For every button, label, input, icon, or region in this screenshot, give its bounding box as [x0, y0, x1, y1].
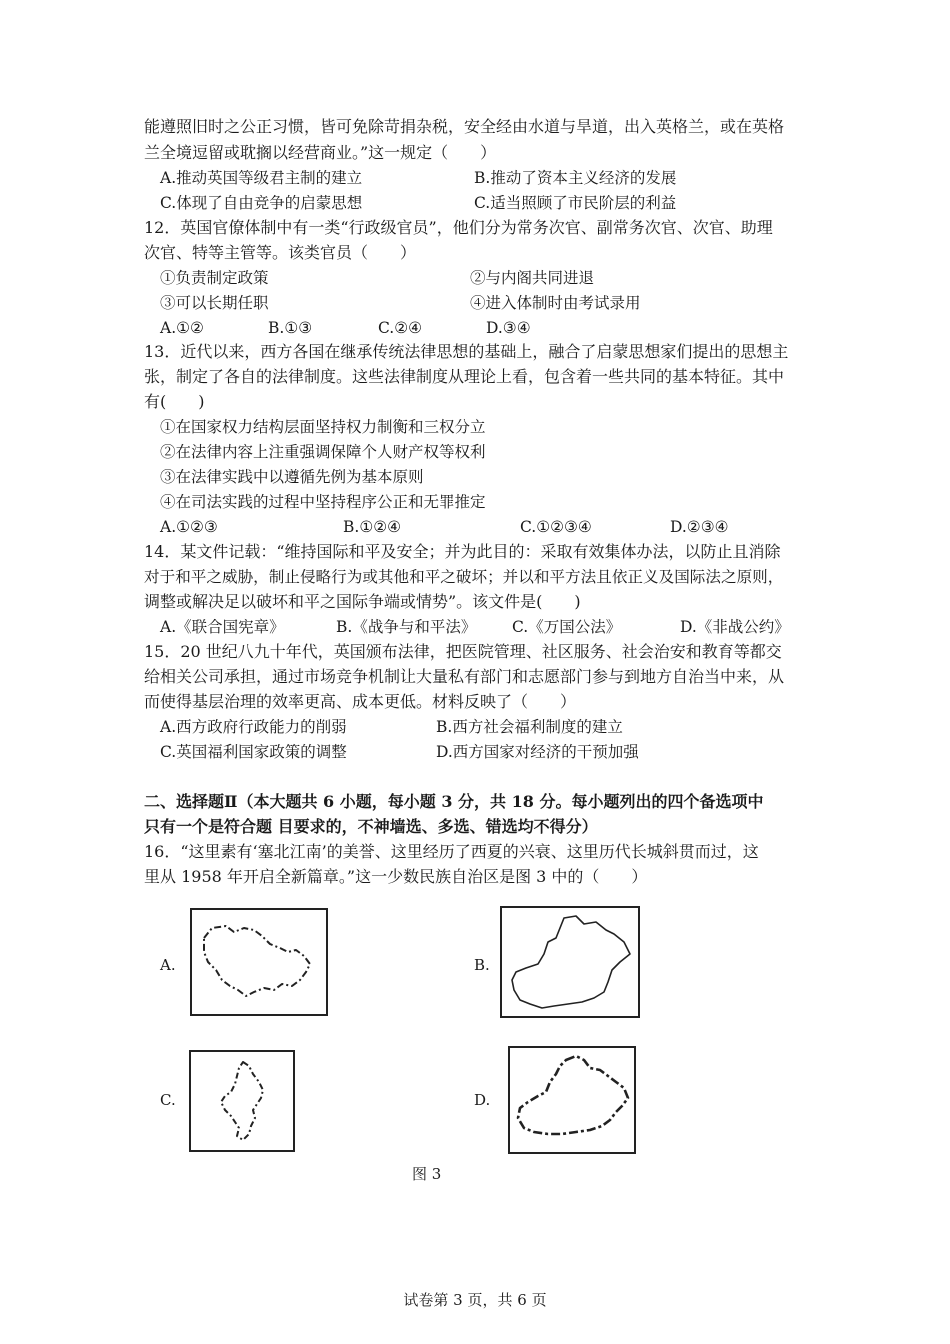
figure-caption: 图 3 [412, 1165, 442, 1183]
q13-option-b[interactable]: B.①②④ [343, 518, 402, 536]
q12-statement-2: ②与内阁共同进退 [470, 269, 595, 287]
q14-text-line1: 14．某文件记载：“维持国际和平及安全；并为此目的：采取有效集体办法，以防止且消除 [144, 542, 781, 561]
q16-text-line1: 16．“这里素有‘塞北江南’的美誉、这里经历了西夏的兴衰、这里历代长城斜贯而过，这 [144, 842, 759, 861]
q14-text-line3: 调整或解决足以破坏和平之国际争端或情势”。该文件是( ) [144, 592, 581, 611]
q13-option-a[interactable]: A.①②③ [160, 518, 218, 536]
q12-option-c[interactable]: C.②④ [378, 319, 423, 337]
section2-title-line2: 只有一个是符合题 目要求的，不神墙选、多选、错选均不得分） [144, 817, 598, 836]
q14-option-a[interactable]: A.《联合国宪章》 [160, 618, 285, 636]
q15-option-a[interactable]: A.西方政府行政能力的削弱 [160, 718, 347, 736]
q11-option-b[interactable]: B.推动了资本主义经济的发展 [474, 169, 677, 187]
q14-option-d[interactable]: D.《非战公约》 [680, 618, 790, 636]
map-label-d: D. [474, 1091, 491, 1109]
q12-option-b[interactable]: B.①③ [268, 319, 313, 337]
q15-text-line2: 给相关公司承担，通过市场竞争机制让大量私有部门和志愿部门参与到地方自治当中来，从 [144, 667, 785, 686]
q13-text-line2: 张，制定了各自的法律制度。这些法律制度从理论上看，包含着一些共同的基本特征。其中 [144, 367, 785, 386]
q15-option-c[interactable]: C.英国福利国家政策的调整 [160, 743, 347, 761]
q11-option-d[interactable]: C.适当照顾了市民阶层的利益 [474, 194, 677, 212]
q12-text-line2: 次官、特等主管等。该类官员（ ） [144, 243, 417, 262]
map-b-outline [502, 908, 638, 1016]
q15-text-line3: 而使得基层治理的效率更高、成本更低。材料反映了（ ） [144, 692, 577, 711]
q12-statement-4: ④进入体制时由考试录用 [470, 294, 641, 312]
q13-text-line3: 有( ) [144, 392, 205, 411]
q12-option-d[interactable]: D.③④ [486, 319, 531, 337]
q13-statement-1: ①在国家权力结构层面坚持权力制衡和三权分立 [160, 418, 486, 436]
q14-text-line2: 对于和平之威胁，制止侵略行为或其他和平之破坏；并以和平方法且依正义及国际法之原则， [144, 568, 784, 586]
q13-statement-4: ④在司法实践的过程中坚持程序公正和无罪推定 [160, 493, 486, 511]
q15-option-d[interactable]: D.西方国家对经济的干预加强 [436, 743, 639, 761]
map-d[interactable] [508, 1046, 636, 1154]
q13-option-d[interactable]: D.②③④ [670, 518, 729, 536]
page-footer: 试卷第 3 页，共 6 页 [403, 1291, 547, 1309]
map-d-outline [510, 1048, 634, 1152]
q11-text-line2: 兰全境逗留或耽搁以经营商业。”这一规定（ ） [144, 143, 497, 162]
q14-option-b[interactable]: B.《战争与和平法》 [336, 618, 477, 636]
q14-option-c[interactable]: C.《万国公法》 [512, 618, 622, 636]
map-a[interactable] [190, 908, 328, 1016]
map-label-c: C. [160, 1091, 176, 1109]
q13-text-line1: 13．近代以来，西方各国在继承传统法律思想的基础上，融合了启蒙思想家们提出的思想主 [144, 342, 789, 361]
section2-title-line1: 二、选择题Ⅱ（本大题共 6 小题，每小题 3 分，共 18 分。每小题列出的四个备选项中 [144, 792, 764, 811]
q16-text-line2: 里从 1958 年开启全新篇章。”这一少数民族自治区是图 3 中的（ ） [144, 867, 648, 886]
q12-statement-3: ③可以长期任职 [160, 294, 269, 312]
q12-statement-1: ①负责制定政策 [160, 269, 269, 287]
q13-statement-3: ③在法律实践中以遵循先例为基本原则 [160, 468, 424, 486]
q12-option-a[interactable]: A.①② [160, 319, 204, 337]
q11-text-line1: 能遵照旧时之公正习惯，皆可免除苛捐杂税，安全经由水道与旱道，出入英格兰，或在英格 [144, 117, 785, 136]
map-a-outline [192, 910, 326, 1014]
map-c[interactable] [189, 1050, 295, 1152]
q15-option-b[interactable]: B.西方社会福利制度的建立 [436, 718, 623, 736]
q13-option-c[interactable]: C.①②③④ [520, 518, 592, 536]
map-label-b: B. [474, 956, 490, 974]
q15-text-line1: 15．20 世纪八九十年代，英国颁布法律，把医院管理、社区服务、社会治安和教育等都交 [144, 642, 782, 661]
q11-option-c[interactable]: C.体现了自由竞争的启蒙思想 [160, 194, 363, 212]
map-label-a: A. [160, 956, 176, 974]
q13-statement-2: ②在法律内容上注重强调保障个人财产权等权利 [160, 443, 486, 461]
map-b[interactable] [500, 906, 640, 1018]
q11-option-a[interactable]: A.推动英国等级君主制的建立 [160, 169, 363, 187]
q12-text-line1: 12．英国官僚体制中有一类“行政级官员”，他们分为常务次官、副常务次官、次官、助理 [144, 218, 773, 237]
map-c-outline [191, 1052, 293, 1150]
